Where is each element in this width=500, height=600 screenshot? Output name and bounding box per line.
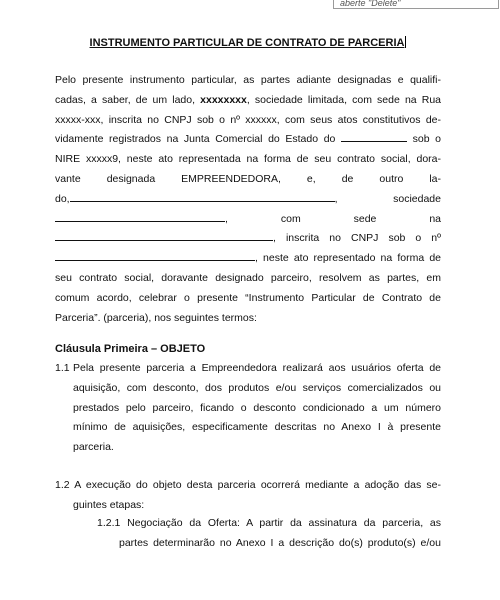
intro-line-8: , com sede na <box>55 210 441 230</box>
clause-1-2-1-line-1: 1.2.1 Negociação da Oferta: A partir da assinatura da parceria, as <box>97 517 441 529</box>
partner-company-blank-field <box>55 212 225 222</box>
clause-1-1-line-4: mínimo de aquisições, especificamente descritas no Anexo I à presente <box>73 421 441 434</box>
partner-cnpj-blank-field <box>55 251 255 261</box>
clause-1-2-1-line-2: partes determinarão no Anexo I a descrição do(s) produto(s) e/ou <box>119 536 441 549</box>
intro-line-5: NIRE xxxxx9, neste ato representada na forma de seu contrato social, dora- <box>55 153 441 166</box>
intro-line-6: vante designada EMPREENDEDORA, e, de outro la- <box>55 172 441 185</box>
intro-line-11: seu contrato social, doravante designado parceiro, resolvem as partes, em <box>55 271 441 284</box>
clause-1-1-line-5: parceria. <box>73 441 114 454</box>
text-cursor <box>405 36 406 48</box>
intro-line-10: , neste ato representado na forma de <box>55 249 441 269</box>
clause-1-1 <box>55 359 441 458</box>
intro-line-13: Parceria”. (parceria), nos seguintes termos: <box>55 311 257 324</box>
intro-line-1: Pelo presente instrumento particular, as partes adiante designadas e qualifi- <box>55 74 441 86</box>
clause-1-1-line-1: Pela presente parceria a Empreendedora realizará aos usuários oferta de <box>73 362 441 374</box>
clause-1-2-line-1: 1.2 A execução do objeto desta parceria ocorrerá mediante a adoção das se- <box>55 479 441 491</box>
document-title: INSTRUMENTO PARTICULAR DE CONTRATO DE PARCERIA <box>89 37 405 49</box>
partner-name-blank-field <box>70 192 335 202</box>
intro-paragraph <box>55 71 441 328</box>
intro-line-12: comum acordo, celebrar o presente “Instrumento Particular de Contrato de <box>55 291 441 304</box>
state-blank-field <box>341 132 407 142</box>
clause-1-1-line-3: prestados pelo parceiro, ficando o desconto condicionado a um número <box>73 401 441 414</box>
intro-line-4: vidamente registrados na Junta Comercial do Estado do sob o <box>55 133 441 146</box>
party-name-placeholder: xxxxxxxx <box>200 93 247 106</box>
clause-1-1-number: 1.1 <box>55 362 70 374</box>
clause-1-2-1 <box>97 514 441 554</box>
clause-1-2-line-2: guintes etapas: <box>73 498 145 511</box>
intro-line-9: , inscrita no CNPJ sob o nº <box>55 229 441 249</box>
clause-1-heading: Cláusula Primeira – OBJETO <box>55 343 206 355</box>
clause-1-2 <box>55 476 441 516</box>
comment-hint <box>333 0 499 9</box>
partner-address-blank-field <box>55 231 273 241</box>
clause-1-1-line-2: aquisição, com desconto, dos produtos e/ou serviços comercializados ou <box>73 381 441 394</box>
intro-line-7: do, , sociedade <box>55 192 441 205</box>
comment-hint-text: aberte "Delete" <box>340 0 401 8</box>
intro-line-3: xxxxx-xxx, inscrita no CNPJ sob o nº xxxxxx, com seus atos constitutivos de- <box>55 113 441 126</box>
intro-line-2: cadas, a saber, de um lado, xxxxxxxx, sociedade limitada, com sede na Rua <box>55 93 442 106</box>
